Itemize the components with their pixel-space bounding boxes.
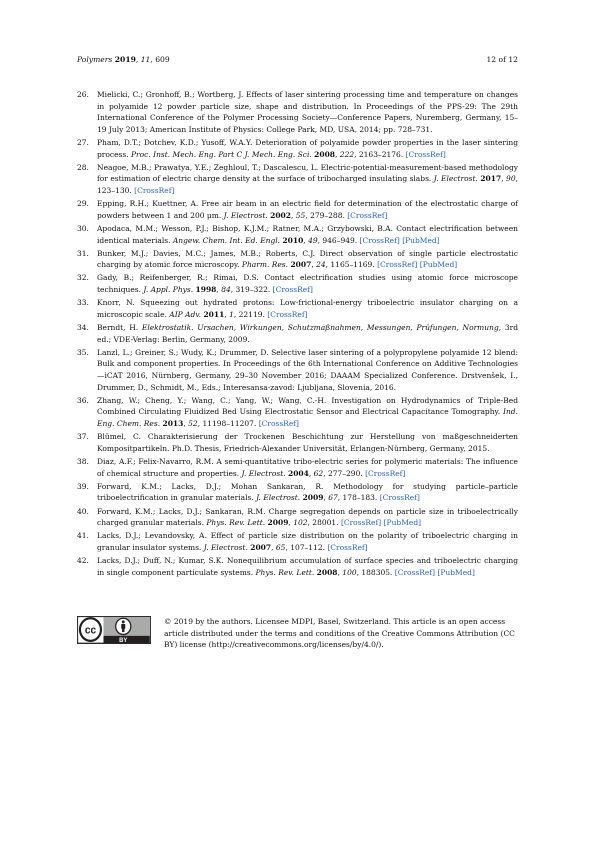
reference-year: 2011 [203,309,225,319]
by-logo-text: BY [119,637,128,644]
reference-item [77,322,518,345]
cc-by-license-icon[interactable] [77,616,151,644]
reference-number: 37. [77,432,89,442]
reference-italic-text: Elektrostatik. Ursachen, Wirkungen, Schutzmaßnahmen, Messungen, Prüfungen, Normung [141,323,499,333]
reference-year: 2008 [314,149,336,159]
journal-name: Polymers [77,55,113,64]
reference-italic-text: Phys. Rev. Lett. [255,567,315,577]
reference-item [77,530,518,553]
reference-text: , [501,174,507,184]
reference-text: , [288,518,294,528]
reference-italic-text: Pharm. Res. [241,260,289,270]
reference-item [77,395,518,430]
reference-text: , 28001. [307,518,341,528]
reference-year: 2017 [480,174,502,184]
reference-text: , 107–112. [285,542,328,552]
reference-text: , [224,309,230,319]
reference-italic-text: J. Appl. Phys. [143,285,194,295]
reference-text: Blümel, C. Charakterisierung der Trockenen Beschichtung zur Herstellung von maßgeschneiderten Kompositpartikeln. Ph.D. Thesis, Friedrich-Alexander Universität, Erlangen-Nürnberg, Germany, 2015. [97,432,518,453]
reference-text: , [291,210,296,220]
reference-number: 31. [77,248,89,258]
reference-item [77,431,518,454]
reference-year: 2013 [162,418,184,428]
crossref-link[interactable]: [CrossRef] [365,468,406,478]
reference-italic-text: Angew. Chem. Int. Ed. Engl. [172,235,281,245]
crossref-link[interactable]: [CrossRef] [267,309,308,319]
pubmed-link[interactable]: [PubMed] [383,518,422,528]
reference-number: 38. [77,456,89,466]
reference-year: 2010 [282,235,304,245]
reference-year: 2009 [302,493,324,503]
reference-italic-text: 222 [339,149,355,159]
reference-number: 29. [77,199,89,209]
reference-year: 2007 [290,260,312,270]
reference-year: 1998 [195,285,217,295]
reference-text: Epping, R.H.; Kuettner, A. Free air beam in an electric field for determination of the electrostatic charge of powders between 1 and 200 μm. [97,199,518,220]
reference-italic-text: 90 [506,174,516,184]
reference-text: , [271,542,276,552]
reference-text: , [216,285,222,295]
reference-item [77,162,518,197]
reference-number: 30. [77,223,89,233]
reference-text: , 279–288. [305,210,348,220]
reference-text: , [337,567,343,577]
pubmed-link[interactable]: [PubMed] [402,235,440,245]
reference-italic-text: J. Electrost. [256,493,301,503]
reference-text: , 178–183. [337,493,380,503]
reference-number: 41. [77,531,89,541]
reference-italic-text: 67 [328,493,338,503]
reference-year: 2002 [270,210,291,220]
pubmed-link[interactable]: [PubMed] [419,260,458,270]
running-header: Polymers 2019, 11, 609 12 of 12 [77,55,518,64]
reference-number: 42. [77,556,89,566]
reference-list [77,89,518,580]
reference-text: Mielicki, C.; Gronhoff, B.; Wortberg, J. Effects of laser sintering processing time and temperature on changes in polyamide 12 powder particle size, shape and distribution. In Proceedings of the PPS-29: The 29th International Conference of the Polymer Processing Society—Conference Papers, Nuremberg, Germany, 15–19 July 2013; American Institute of Physics: College Park, MD, USA, 2014; pp. 728–731. [97,90,518,134]
reference-text: , 123–130. [97,174,518,195]
reference-item [77,137,518,160]
reference-text: Neagoe, M.B.; Prawatya, Y.E.; Zeghloul, T.; Dascalescu, L. Electric-potential-measurement-based methodology for estimation of electric charge density at the surface of tribocharged insulating slabs. [97,162,518,184]
reference-item [77,481,518,504]
reference-text: , [303,235,309,245]
reference-number: 40. [77,506,89,516]
reference-text: , 3rd ed.; VDE-Verlag: Berlin, Germany, 2009. [97,323,518,344]
reference-text: Diaz, A.F.; Felix-Navarro, R.M. A semi-quantitative tribo-electric series for polymeric materials: The influence of chemical structure and properties. [97,456,518,478]
reference-italic-text: 102 [293,518,308,528]
reference-italic-text: 62 [313,468,324,478]
reference-number: 33. [77,298,89,308]
crossref-link[interactable]: [CrossRef] [394,567,436,577]
reference-number: 36. [77,395,89,405]
reference-item [77,248,518,271]
reference-text: Lanzl, L.; Greiner, S.; Wudy, K.; Drummer, D. Selective laser sintering of a polypropylene polyamide 12 blend: Bulk and component properties. In Proceedings of the 6th International Conference on Additive Technologies—iCAT 2016, Nürnberg, Germany, 29–30 November 2016; DAAAM Specialized Conference. Drstvenšek, I., Drummer, D., Schmidt, M., Eds.; Interesansa-zavod: Ljubljana, Slovenia, 2016. [97,347,518,392]
reference-item [77,89,518,135]
reference-item [77,347,518,393]
reference-text: , [335,149,340,159]
reference-item [77,297,518,320]
reference-italic-text: AIP Adv. [169,309,202,319]
reference-year: 2004 [288,468,309,478]
reference-text: Gady, B.; Reifenberger, R.; Rimai, D.S. Contact electrification studies using atomic force microscope techniques. [97,273,518,295]
crossref-link[interactable]: [CrossRef] [379,493,420,503]
reference-text: , 319–322. [230,285,273,295]
reference-number: 28. [77,162,89,172]
reference-year: 2009 [267,518,289,528]
reference-text: Berndt, H. [97,323,142,333]
reference-italic-text: J. Electrost. [203,542,248,552]
crossref-link[interactable]: [CrossRef] [347,210,388,220]
reference-italic-text: Phys. Rev. Lett. [206,518,266,528]
reference-italic-text: Proc. Inst. Mech. Eng. Part C J. Mech. Eng. Sci. [131,149,312,159]
reference-italic-text: 65 [275,542,286,552]
cc-logo-text: cc [84,625,97,637]
reference-number: 27. [77,137,89,147]
reference-year: 2007 [250,542,272,552]
reference-text: , 946–949. [317,235,360,245]
reference-italic-text: 52 [188,418,198,428]
reference-text: , 277–290. [323,468,366,478]
reference-text: , [323,493,329,503]
volume: 11 [140,55,151,64]
pubmed-link[interactable]: [PubMed] [437,567,475,577]
reference-item [77,506,518,529]
reference-text: , 188305. [356,567,395,577]
reference-number: 26. [77,90,89,99]
crossref-link[interactable]: [CrossRef] [327,542,368,552]
reference-italic-text: J. Electrost. [241,468,286,478]
reference-text: Bunker, M.J.; Davies, M.C.; James, M.B.; Roberts, C.J. Direct observation of single particle electrostatic charging by atomic force microscopy. [97,248,518,270]
reference-item [77,223,518,246]
reference-text: Knorr, N. Squeezing out hydrated protons: Low-frictional-energy triboelectric insulator charging on a microscopic scale. [97,298,518,319]
reference-item [77,555,518,578]
reference-text: Forward, K.M.; Lacks, D.J.; Mohan Sankaran, R. Methodology for studying particle–particle triboelectrification in granular materials. [97,481,518,503]
reference-italic-text: 49 [308,235,318,245]
page-number: 12 of 12 [486,55,518,64]
reference-text: , [308,468,314,478]
reference-item [77,272,518,295]
reference-text: Zhang, W.; Cheng, Y.; Wang, C.; Yang, W.; Wang, C.-H. Investigation on Hydrodynamics of Triple-Bed Combined Circulating Fluidized Bed Using Electrostatic Sensor and Electrical Capacitance Tomography. [97,395,518,417]
reference-text: Lacks, D.J.; Duff, N.; Kumar, S.K. Nonequilibrium accumulation of surface species and triboelectric charging in single component particulate systems. [97,556,518,577]
reference-text: Lacks, D.J.; Levandovsky, A. Effect of particle size distribution on the polarity of triboelectric charging in granular insulator systems. [97,531,518,552]
reference-number: 35. [77,347,89,357]
article-number: 609 [155,55,170,64]
crossref-link[interactable]: [CrossRef] [405,149,446,159]
reference-text: , [183,418,189,428]
crossref-link[interactable]: [CrossRef] [258,418,299,428]
crossref-link[interactable]: [CrossRef] [134,185,175,195]
reference-text: , [311,260,317,270]
reference-italic-text: J. Electrost. [223,210,268,220]
year: 2019 [114,55,136,64]
reference-text: , 11198–11207. [197,418,259,428]
reference-text: Apodaca, M.M.; Wesson, P.J.; Bishop, K.J.M.; Ratner, M.A.; Grzybowski, B.A. Contact electrification between identical materials. [97,223,518,245]
reference-year: 2008 [316,567,338,577]
reference-text: , 2163–2176. [354,149,406,159]
reference-number: 34. [77,323,89,333]
reference-item [77,456,518,479]
reference-text: , 1165–1169. [325,260,378,270]
reference-italic-text: 55 [295,210,306,220]
crossref-link[interactable]: [CrossRef] [340,518,382,528]
reference-number: 32. [77,273,89,283]
reference-italic-text: 1 [229,309,234,319]
reference-text: Forward, K.M.; Lacks, D.J.; Sankaran, R.M. Charge segregation depends on particle size in triboelectrically charged granular materials. [97,506,518,528]
reference-text: , 22119. [233,309,268,319]
reference-item [77,198,518,221]
reference-italic-text: 100 [342,567,357,577]
crossref-link[interactable]: [CrossRef] [359,235,400,245]
reference-text: Pham, D.T.; Dotchev, K.D.; Yusoff, W.A.Y. Deterioration of polyamide powder properties in the laser sintering process. [97,137,518,159]
license-statement: © 2019 by the authors. Licensee MDPI, Basel, Switzerland. This article is an open access article distributed under the terms and conditions of the Creative Commons Attribution (CC BY) license (http://creativecommons.org/licenses/by/4.0/). [164,617,515,650]
reference-italic-text: 84 [221,285,231,295]
reference-number: 39. [77,481,89,491]
crossref-link[interactable]: [CrossRef] [272,285,313,295]
reference-italic-text: Ind. Eng. Chem. Res. [97,407,518,428]
reference-italic-text: 24 [316,260,326,270]
crossref-link[interactable]: [CrossRef] [377,260,418,270]
reference-italic-text: J. Electrost. [433,174,478,184]
